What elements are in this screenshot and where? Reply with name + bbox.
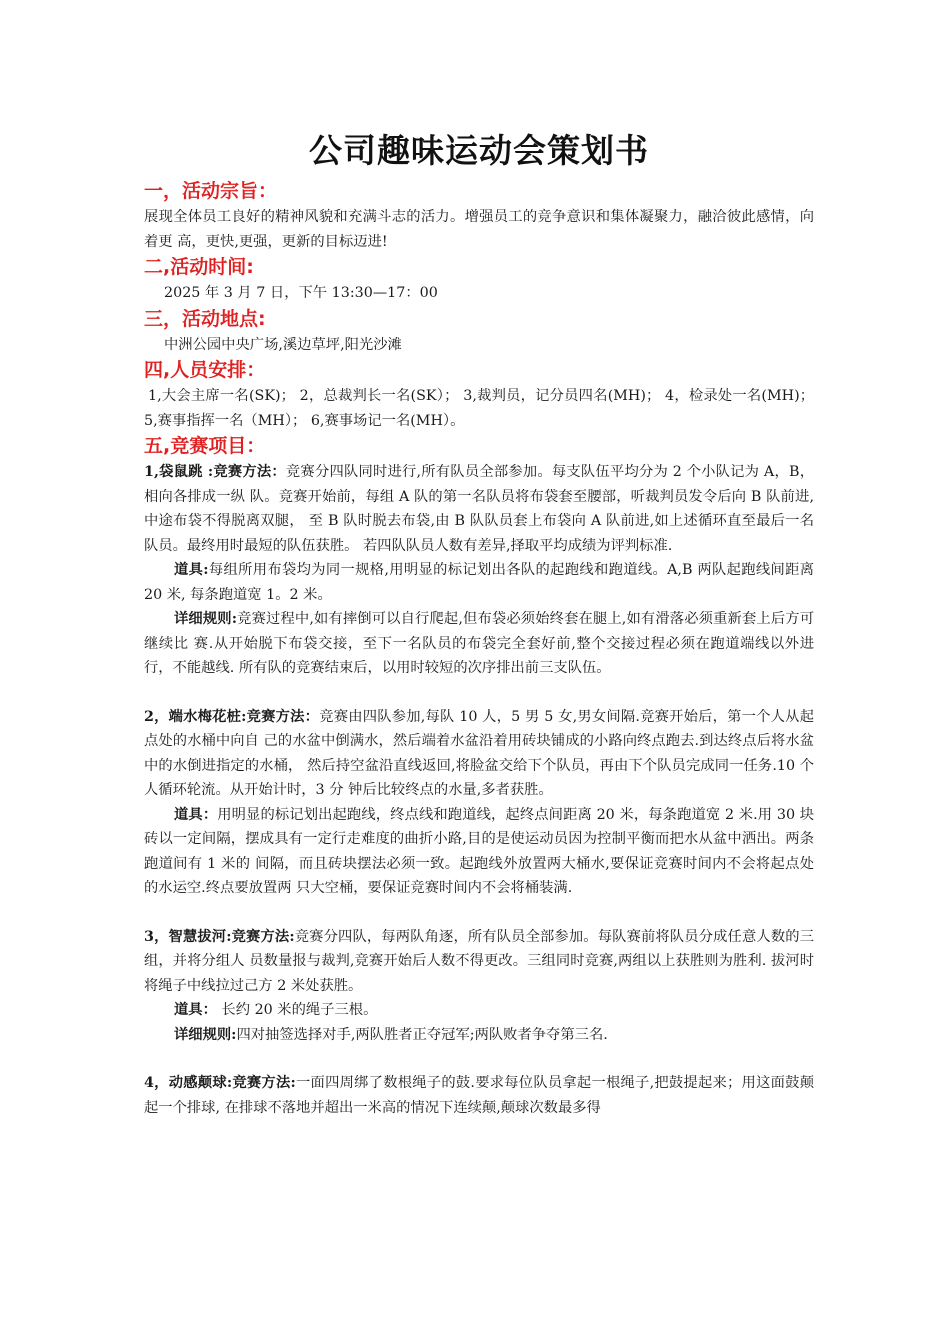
purpose-text: 展现全体员工良好的精神风貌和充满斗志的活力。增强员工的竞争意识和集体凝聚力，融洽彼此感情，向着更 高，更快,更强，更新的目标迈进!: [144, 209, 814, 250]
location-text: 中洲公园中央广场,溪边草坪,阳光沙滩: [164, 336, 402, 353]
event2-lead: 2，端水梅花桩:竞赛方法：: [144, 708, 320, 725]
spacer: [144, 1047, 814, 1071]
event1-props: [144, 558, 814, 607]
event2-props-text: 用明显的标记划出起跑线，终点线和跑道线，起终点间距离 20 米，每条跑道宽 2 米.用 30 块砖以一定间隔，摆成具有一定行走难度的曲折小路,目的是使运动员因为控制平衡而把水从盆中洒出。两条跑道间有 1 米的 间隔，而且砖块摆法必须一致。起跑线外放置两大桶水,要保证竞赛时间内不会将起点处的水运空.终点要放置两 只大空桶，要保证竞赛时间内不会将桶装满.: [144, 806, 814, 896]
spacer: [144, 681, 814, 705]
event3-props: [144, 998, 814, 1023]
event3-rules: [144, 1023, 814, 1048]
event1-rules: [144, 607, 814, 681]
event2-method: [144, 705, 814, 803]
event2-method-text: 竞赛由四队参加,每队 10 人，5 男 5 女,男女间隔.竞赛开始后，第一个人从起点处的水桶中向自 己的水盆中倒满水，然后端着水盆沿着用砖块铺成的小路向终点跑去.到达终点后将水盆中的水倒进指定的水桶， 然后持空盆沿直线返回,将脸盆交给下个队员，再由下个队员完成同一任务.10 个人循环轮流。从开始计时，3 分 钟后比较终点的水量,多者获胜。: [144, 708, 814, 798]
section-heading-events: 五,竞赛项目：: [144, 435, 266, 457]
event3-method-text: 竞赛分四队，每两队角逐，所有队员全部参加。每队赛前将队员分成任意人数的三组，并将分组人 员数量报与裁判,竞赛开始后人数不得更改。三组同时竞赛,两组以上获胜则为胜利. 拔河时将绳子中线拉过己方 2 米处获胜。: [144, 928, 814, 994]
event4-method-text: 一面四周绑了数根绳子的鼓.要求每位队员拿起一根绳子,把鼓提起来；用这面鼓颠起一个排球, 在排球不落地并超出一米高的情况下连续颠,颠球次数最多得: [144, 1075, 814, 1116]
event3-props-text: 长约 20 米的绳子三根。: [216, 1002, 378, 1018]
event2-props: [144, 803, 814, 901]
event3-method: [144, 925, 814, 999]
event3-rules-text: 四对抽签选择对手,两队胜者正夺冠军;两队败者争夺第三名.: [236, 1026, 608, 1043]
event1-rules-label: 详细规则:: [174, 611, 238, 627]
event1-method-text: 竞赛分四队同时进行,所有队员全部参加。每支队伍平均分为 2 个小队记为 A，B，相向各排成一纵 队。竞赛开始前，每组 A 队的第一名队员将布袋套至腰部，听裁判员发令后向 B 队前进,中途布袋不得脱离双腿， 至 B 队时脱去布袋,由 B 队队员套上布袋向 A 队前进,如上述循环直至最后一名队员。最终用时最短的队伍获胜。 若四队队员人数有差异,择取平均成绩为评判标准.: [144, 464, 814, 554]
section-heading-time: 二,活动时间:: [144, 256, 254, 278]
staff-text: 1,大会主席一名(SK)； 2，总裁判长一名(SK）； 3,裁判员，记分员四名(MH)； 4，检录处一名(MH)； 5,赛事指挥一名（MH）； 6,赛事场记一名(MH）。: [144, 388, 814, 429]
event3-rules-label: 详细规则:: [174, 1026, 237, 1043]
event4-method: [144, 1071, 814, 1120]
spacer: [144, 901, 814, 925]
event2-props-label: 道具：: [174, 806, 218, 823]
section-heading-location: 三，活动地点:: [144, 307, 266, 330]
event4-lead: 4，动感颠球:竞赛方法:: [144, 1075, 296, 1091]
document-body: [144, 128, 814, 1120]
time-text: 2025 年 3 月 7 日，下午 13:30—17：00: [164, 285, 438, 301]
event1-props-text: 每组所用布袋均为同一规格,用明显的标记划出各队的起跑线和跑道线。A,B 两队起跑线间距离 20 米, 每条跑道宽 1。2 米。: [144, 562, 814, 603]
event1-props-label: 道具:: [174, 562, 209, 578]
event1-rules-text: 竞赛过程中,如有摔倒可以自行爬起,但布袋必须始终套在腿上,如有滑落必须重新套上后方可继续比 赛.从开始脱下布袋交接，至下一名队员的布袋完全套好前,整个交接过程必须在跑道端线以外进行，不能越线. 所有队的竞赛结束后，以用时较短的次序排出前三支队伍。: [144, 611, 814, 676]
event3-lead: 3，智慧拔河:竞赛方法:: [144, 928, 295, 945]
page-title: 公司趣味运动会策划书: [309, 131, 649, 170]
event1-lead: 1,袋鼠跳 :竞赛方法：: [144, 464, 286, 480]
section-heading-staff: 四,人员安排：: [144, 359, 266, 381]
section-heading-purpose: 一，活动宗旨：: [144, 180, 278, 202]
event3-props-label: 道具：: [174, 1002, 217, 1018]
event1-method: [144, 460, 814, 558]
